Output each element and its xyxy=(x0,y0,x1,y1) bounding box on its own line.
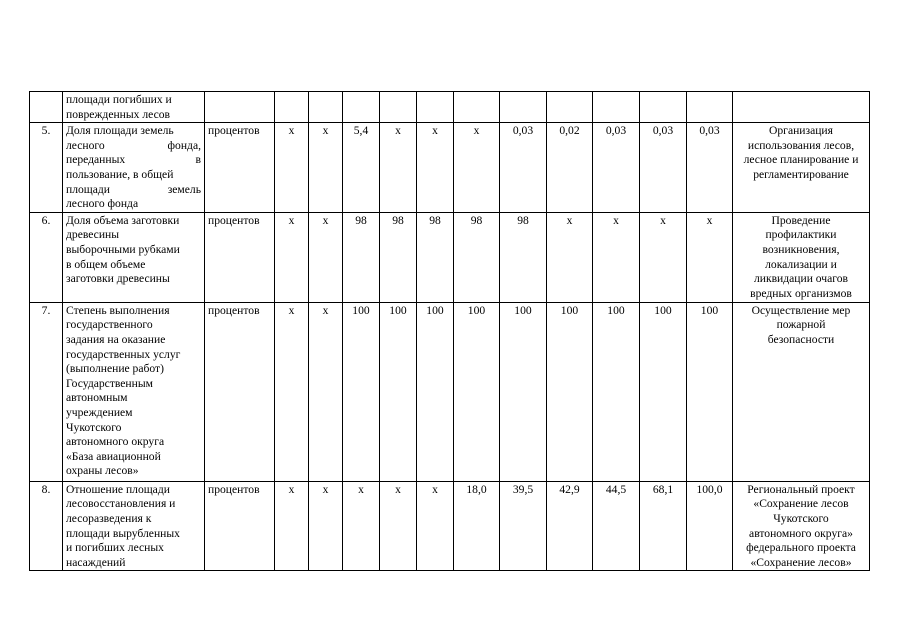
table-row xyxy=(30,481,870,571)
value-cell: 98 xyxy=(454,212,500,302)
name-line: переданных в xyxy=(66,153,201,167)
value-cell: 18,0 xyxy=(454,481,500,571)
program-line: автономного округа» xyxy=(749,526,853,540)
indicator-name xyxy=(63,212,205,302)
program-line: Проведение xyxy=(771,213,831,227)
program-line: Организация xyxy=(769,124,833,138)
program-cell xyxy=(733,92,870,123)
program-cell xyxy=(733,302,870,481)
value-cell: x xyxy=(309,302,343,481)
value-cell: 0,03 xyxy=(640,123,687,213)
name-line: лесовосстановления и xyxy=(66,497,176,511)
name-line: лесного фонда, xyxy=(66,138,201,152)
value-cell: x xyxy=(275,123,309,213)
value-cell: 0,03 xyxy=(593,123,640,213)
value-cell: x xyxy=(454,123,500,213)
value-cell: 100 xyxy=(417,302,454,481)
name-line: площади земель xyxy=(66,182,201,196)
value-cell xyxy=(275,92,309,123)
program-line: Региональный проект xyxy=(747,482,855,496)
value-cell: 100 xyxy=(593,302,640,481)
value-cell: 0,02 xyxy=(547,123,593,213)
program-line: Чукотского xyxy=(773,511,829,525)
value-cell: 98 xyxy=(417,212,454,302)
table-row xyxy=(30,212,870,302)
name-line: государственного xyxy=(66,318,153,332)
name-line: пользование, в общей xyxy=(66,167,174,181)
value-cell: x xyxy=(380,123,417,213)
program-line: регламентирование xyxy=(753,167,849,181)
program-line: вредных организмов xyxy=(750,286,852,300)
program-line: профилактики xyxy=(765,228,837,242)
value-cell: x xyxy=(309,481,343,571)
value-cell xyxy=(593,92,640,123)
program-cell xyxy=(733,481,870,571)
indicators-table xyxy=(29,91,870,571)
name-line: и погибших лесных xyxy=(66,541,164,555)
row-number: 8. xyxy=(30,481,63,571)
name-line: государственных услуг xyxy=(66,347,181,361)
name-line: Степень выполнения xyxy=(66,303,170,317)
program-line: использования лесов, xyxy=(747,138,855,152)
value-cell: x xyxy=(593,212,640,302)
name-line: «База авиационной xyxy=(66,449,161,463)
name-line: лесоразведения к xyxy=(66,511,152,525)
value-cell xyxy=(640,92,687,123)
unit-cell xyxy=(205,92,275,123)
value-cell: x xyxy=(275,212,309,302)
program-line: возникновения, xyxy=(762,242,840,256)
name-line: в общем объеме xyxy=(66,257,146,271)
value-cell: x xyxy=(309,212,343,302)
program-line: федерального проекта xyxy=(746,541,856,555)
value-cell: x xyxy=(640,212,687,302)
value-cell: 98 xyxy=(380,212,417,302)
unit-cell: процентов xyxy=(205,123,275,213)
value-cell: 42,9 xyxy=(547,481,593,571)
name-line: Доля объема заготовки xyxy=(66,213,180,227)
indicator-name xyxy=(63,302,205,481)
value-cell: x xyxy=(417,481,454,571)
name-line: площади вырубленных xyxy=(66,526,180,540)
value-cell: 100 xyxy=(640,302,687,481)
value-cell: x xyxy=(309,123,343,213)
row-number xyxy=(30,92,63,123)
value-cell: 100 xyxy=(687,302,733,481)
name-line: Государственным xyxy=(66,376,153,390)
name-line: древесины xyxy=(66,228,120,242)
value-cell: 100 xyxy=(500,302,547,481)
name-line: лесного фонда xyxy=(66,197,139,211)
program-line: ликвидации очагов xyxy=(753,272,849,286)
name-line: Доля площади земель xyxy=(66,124,174,138)
name-line: насаждений xyxy=(66,555,126,569)
value-cell: 0,03 xyxy=(687,123,733,213)
value-cell: x xyxy=(275,481,309,571)
value-cell: 100 xyxy=(380,302,417,481)
name-line: площади погибших и xyxy=(66,93,172,106)
value-cell xyxy=(547,92,593,123)
table-row-continuation xyxy=(30,92,870,123)
program-line: «Сохранение лесов xyxy=(753,497,849,511)
value-cell: 44,5 xyxy=(593,481,640,571)
value-cell: x xyxy=(687,212,733,302)
indicator-name xyxy=(63,481,205,571)
program-line: безопасности xyxy=(767,332,835,346)
value-cell: 98 xyxy=(343,212,380,302)
name-line: автономного округа xyxy=(66,435,165,449)
value-cell xyxy=(454,92,500,123)
program-line: лесное планирование и xyxy=(743,153,859,167)
value-cell: x xyxy=(417,123,454,213)
value-cell: 100 xyxy=(343,302,380,481)
name-line: поврежденных лесов xyxy=(66,107,171,121)
value-cell xyxy=(343,92,380,123)
unit-cell: процентов xyxy=(205,481,275,571)
program-line: «Сохранение лесов» xyxy=(750,555,852,569)
value-cell xyxy=(380,92,417,123)
row-number: 5. xyxy=(30,123,63,213)
name-line: охраны лесов» xyxy=(66,464,139,478)
value-cell: 100 xyxy=(454,302,500,481)
value-cell: 100 xyxy=(547,302,593,481)
value-cell: x xyxy=(380,481,417,571)
value-cell: 100,0 xyxy=(687,481,733,571)
indicator-name xyxy=(63,92,205,123)
name-line: (выполнение работ) xyxy=(66,362,164,376)
value-cell: x xyxy=(343,481,380,571)
unit-cell: процентов xyxy=(205,302,275,481)
name-line: Отношение площади xyxy=(66,482,170,496)
name-line: автономным xyxy=(66,391,128,405)
program-line: пожарной xyxy=(776,318,826,332)
value-cell: 0,03 xyxy=(500,123,547,213)
value-cell: x xyxy=(275,302,309,481)
value-cell xyxy=(309,92,343,123)
value-cell xyxy=(500,92,547,123)
value-cell xyxy=(687,92,733,123)
value-cell: x xyxy=(547,212,593,302)
value-cell: 68,1 xyxy=(640,481,687,571)
name-line: Чукотского xyxy=(66,420,122,434)
row-number: 7. xyxy=(30,302,63,481)
value-cell: 98 xyxy=(500,212,547,302)
indicator-name xyxy=(63,123,205,213)
program-line: Осуществление мер xyxy=(751,303,851,317)
unit-cell: процентов xyxy=(205,212,275,302)
table-row xyxy=(30,123,870,213)
program-cell xyxy=(733,212,870,302)
name-line: заготовки древесины xyxy=(66,272,170,286)
value-cell: 5,4 xyxy=(343,123,380,213)
row-number: 6. xyxy=(30,212,63,302)
name-line: учреждением xyxy=(66,405,133,419)
name-line: задания на оказание xyxy=(66,332,166,346)
table-row xyxy=(30,302,870,481)
value-cell xyxy=(417,92,454,123)
value-cell: 39,5 xyxy=(500,481,547,571)
program-line: локализации и xyxy=(765,257,837,271)
name-line: выборочными рубками xyxy=(66,242,180,256)
program-cell xyxy=(733,123,870,213)
